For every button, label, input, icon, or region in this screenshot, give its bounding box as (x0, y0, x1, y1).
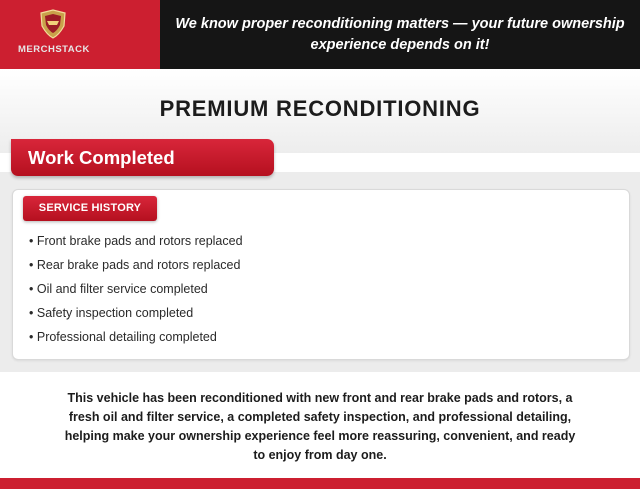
list-item: • Oil and filter service completed (29, 282, 208, 296)
header (0, 0, 640, 69)
service-list (29, 231, 243, 351)
list-item: • Front brake pads and rotors replaced (29, 234, 243, 248)
banner-label: Work Completed (28, 147, 175, 168)
logo (0, 0, 160, 69)
list-item-text: Professional detailing completed (36, 330, 217, 344)
service-history-badge (23, 196, 157, 221)
work-completed-banner (11, 139, 274, 176)
summary-section (0, 372, 640, 478)
list-item-text: Front brake pads and rotors replaced (36, 234, 243, 248)
list-item: • Rear brake pads and rotors replaced (29, 258, 241, 272)
list-item: • Professional detailing completed (29, 330, 217, 344)
summary-text: This vehicle has been reconditioned with new front and rear brake pads and rotors, a fresh oil and filter service, a completed safety inspection, and professional detailing, helping make your ownership experience feel more reassuring, convenient, and ready to enjoy from day one. (64, 391, 576, 462)
list-item-text: Safety inspection completed (36, 306, 194, 320)
shield-logo-icon (37, 9, 69, 39)
tagline (160, 0, 640, 69)
tagline-text: We know proper reconditioning matters — your future ownership experience depends on it! (175, 15, 625, 53)
list-item: • Safety inspection completed (29, 306, 194, 320)
badge-label: SERVICE HISTORY (38, 202, 142, 214)
bottom-bar (0, 478, 640, 489)
page-title: PREMIUM RECONDITIONING (159, 96, 481, 121)
list-item-text: Oil and filter service completed (36, 282, 208, 296)
brand-name: MERCHSTACK (18, 44, 90, 55)
list-item-text: Rear brake pads and rotors replaced (36, 258, 241, 272)
